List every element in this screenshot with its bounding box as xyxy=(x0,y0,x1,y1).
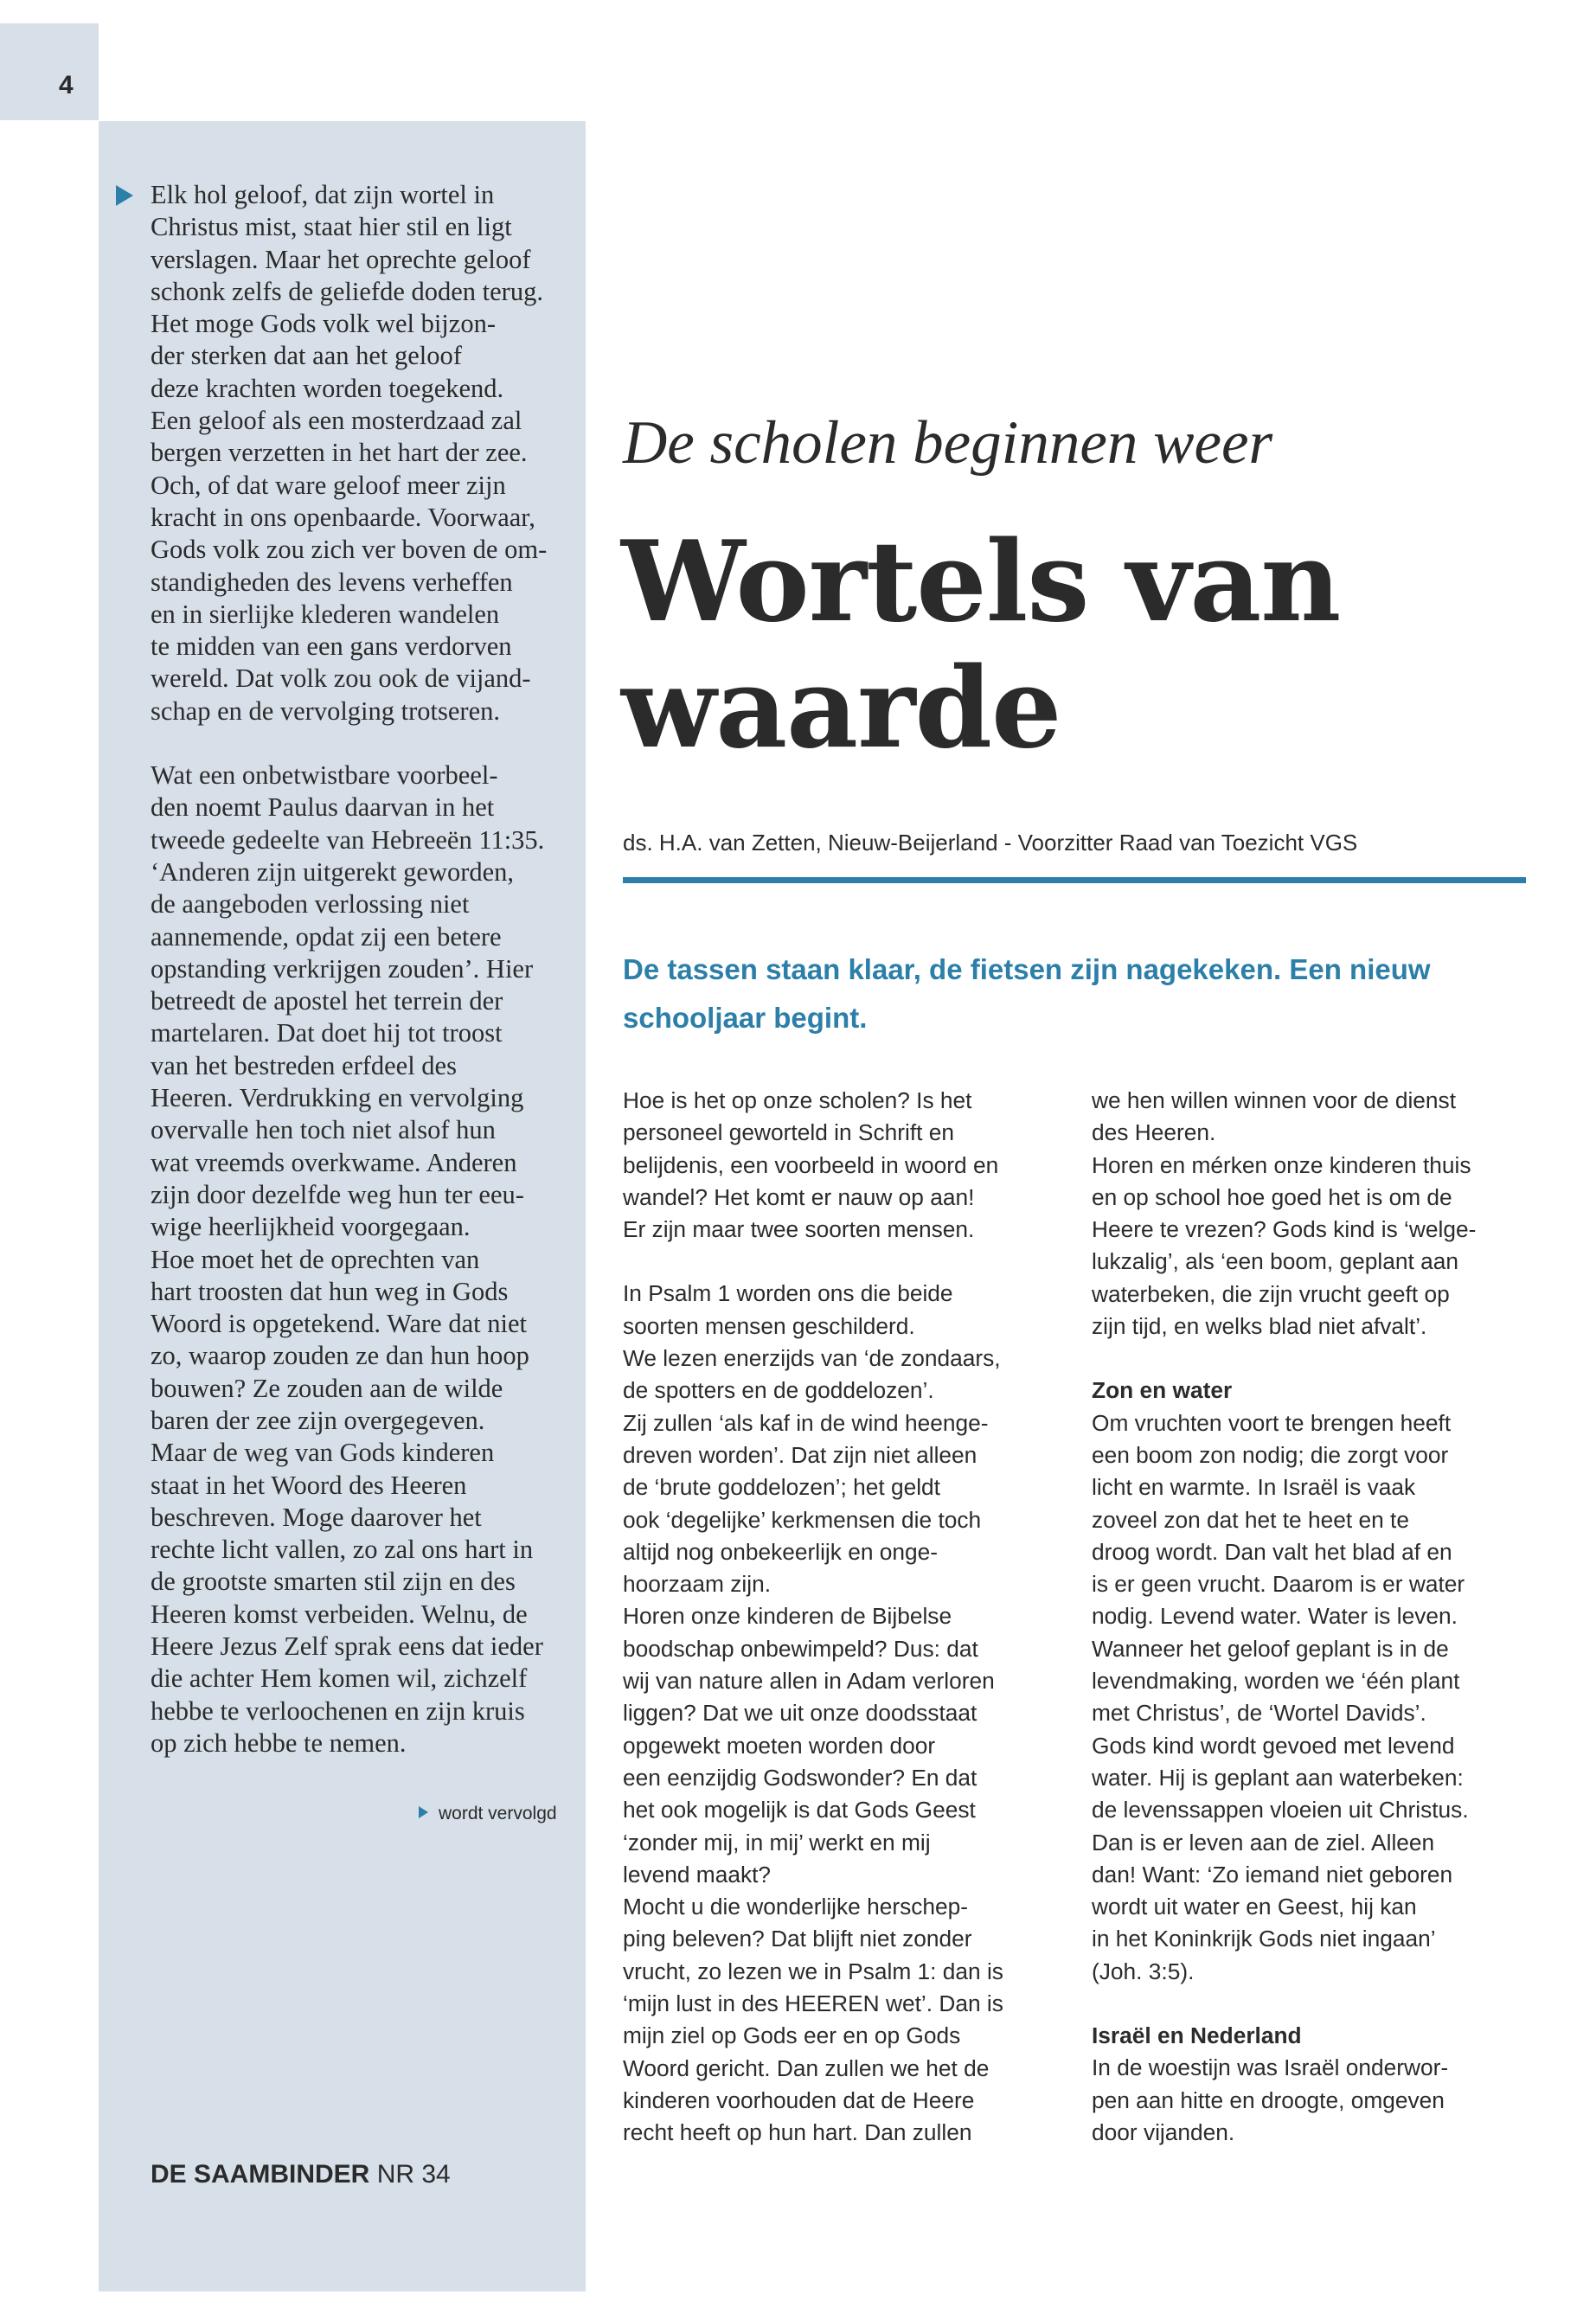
text-line: lukzalig’, als ‘een boom, geplant aan xyxy=(1092,1248,1458,1275)
text-line: het ook mogelijk is dat Gods Geest xyxy=(623,1797,976,1823)
text-line: opstanding verkrijgen zouden’. Hier xyxy=(151,953,534,984)
article-kicker: De scholen beginnen weer xyxy=(623,409,1273,477)
continued-label: wordt vervolgd xyxy=(439,1804,557,1823)
text-line: hebbe te verloochenen en zijn kruis xyxy=(151,1695,525,1726)
text-line: we hen willen winnen voor de dienst xyxy=(1092,1087,1457,1113)
play-triangle-icon xyxy=(116,185,133,206)
article-byline: ds. H.A. van Zetten, Nieuw-Beijerland - Voorzitter Raad van Toezicht VGS xyxy=(623,830,1358,856)
text-line: beschreven. Moge daarover het xyxy=(151,1502,482,1532)
text-line: Hoe is het op onze scholen? Is het xyxy=(623,1087,972,1113)
text-line: ‘zonder mij, in mij’ werkt en mij xyxy=(623,1829,931,1856)
text-line: kinderen voorhouden dat de Heere xyxy=(623,2086,975,2113)
text-line: Och, of dat ware geloof meer zijn xyxy=(151,470,506,500)
article-title-line-2: waarde xyxy=(621,644,1061,773)
column-1-paragraph-2 xyxy=(623,1278,1073,2149)
text-line: een boom zon nodig; die zorgt voor xyxy=(1092,1441,1449,1468)
column-2-paragraph-1 xyxy=(1092,1085,1542,1343)
text-line: belijdenis, een voorbeeld in woord en xyxy=(623,1151,999,1178)
text-line: martelaren. Dat doet hij tot troost xyxy=(151,1018,503,1048)
text-line: bergen verzetten in het hart der zee. xyxy=(151,438,528,468)
text-line: ping beleven? Dat blijft niet zonder xyxy=(623,1926,972,1952)
text-line: Wanneer het geloof geplant is in de xyxy=(1092,1635,1449,1662)
text-line: recht heeft op hun hart. Dan zullen xyxy=(623,2119,972,2146)
text-line: Woord is opgetekend. Ware dat niet xyxy=(151,1309,527,1339)
text-line: Elk hol geloof, dat zijn wortel in xyxy=(151,180,495,209)
lead-line-2: schooljaar begint. xyxy=(623,1002,868,1034)
lead-line-1: De tassen staan klaar, de fietsen zijn nagekeken. Een nieuw xyxy=(623,953,1431,985)
article-title-line-1: Wortels van xyxy=(621,517,1341,647)
subheading-zon-en-water: Zon en water xyxy=(1092,1377,1233,1404)
text-line: wereld. Dat volk zou ook de vijand- xyxy=(151,663,531,694)
column-1-paragraph-1 xyxy=(623,1085,1073,1246)
text-line: de levenssappen vloeien uit Christus. xyxy=(1092,1797,1469,1823)
article-lead xyxy=(623,945,1531,1042)
text-line: wordt uit water en Geest, hij kan xyxy=(1092,1894,1417,1920)
page-number-tab xyxy=(0,23,99,120)
continued-note xyxy=(419,1804,557,1824)
text-line: In Psalm 1 worden ons die beide xyxy=(623,1280,953,1307)
text-line: de ‘brute goddelozen’; het geldt xyxy=(623,1474,940,1501)
text-line: des Heeren. xyxy=(1092,1119,1216,1146)
text-line: pen aan hitte en droogte, omgeven xyxy=(1092,2086,1445,2113)
text-line: hoorzaam zijn. xyxy=(623,1571,772,1598)
article-column-2 xyxy=(1092,1085,1542,2149)
text-line: Heere Jezus Zelf sprak eens dat ieder xyxy=(151,1631,543,1662)
text-line: en in sierlijke klederen wandelen xyxy=(151,599,500,629)
text-line: die achter Hem komen wil, zichzelf xyxy=(151,1663,528,1694)
text-line: ‘mijn lust in des HEEREN wet’. Dan is xyxy=(623,1990,1003,2017)
text-line: tweede gedeelte van Hebreeën 11:35. xyxy=(151,824,545,855)
text-line: (Joh. 3:5). xyxy=(1092,1958,1195,1984)
text-line: dreven worden’. Dat zijn niet alleen xyxy=(623,1441,977,1468)
sidebar-paragraph-2 xyxy=(151,760,574,1759)
text-line: We lezen enerzijds van ‘de zondaars, xyxy=(623,1345,1001,1372)
text-line: te midden van een gans verdorven xyxy=(151,631,512,662)
page-number: 4 xyxy=(59,71,74,99)
text-line: Gods volk zou zich ver boven de om- xyxy=(151,535,548,565)
text-line: droog wordt. Dan valt het blad af en xyxy=(1092,1538,1452,1565)
text-line: wige heerlijkheid voorgegaan. xyxy=(151,1212,471,1242)
text-line: in het Koninkrijk Gods niet ingaan’ xyxy=(1092,1926,1436,1952)
text-line: wat vreemds overkwame. Anderen xyxy=(151,1147,517,1177)
text-line: vrucht, zo lezen we in Psalm 1: dan is xyxy=(623,1958,1003,1984)
magazine-name: DE SAAMBINDER xyxy=(151,2160,370,2189)
text-line: baren der zee zijn overgegeven. xyxy=(151,1405,485,1435)
text-line: schap en de vervolging trotseren. xyxy=(151,695,500,726)
text-line: op zich hebbe te nemen. xyxy=(151,1727,407,1758)
issue-number: NR 34 xyxy=(376,2160,451,2189)
column-2-paragraph-2 xyxy=(1092,1407,1542,1988)
text-line: hart troosten dat hun weg in Gods xyxy=(151,1276,509,1306)
text-line: Horen onze kinderen de Bijbelse xyxy=(623,1603,952,1630)
text-line: Zij zullen ‘als kaf in de wind heenge- xyxy=(623,1409,989,1436)
text-line: door vijanden. xyxy=(1092,2118,1235,2145)
text-line: de grootste smarten stil zijn en des xyxy=(151,1567,516,1597)
text-line: waterbeken, die zijn vrucht geeft op xyxy=(1092,1280,1450,1307)
text-line: Christus mist, staat hier stil en ligt xyxy=(151,212,512,242)
article-title xyxy=(621,519,1573,772)
text-line: water. Hij is geplant aan waterbeken: xyxy=(1092,1764,1464,1791)
text-line: met Christus’, de ‘Wortel Davids’. xyxy=(1092,1700,1426,1727)
footer xyxy=(151,2160,451,2189)
text-line: liggen? Dat we uit onze doodsstaat xyxy=(623,1700,977,1727)
text-line: schonk zelfs de geliefde doden terug. xyxy=(151,276,543,306)
text-line: Het moge Gods volk wel bijzon- xyxy=(151,309,496,339)
text-line: ‘Anderen zijn uitgerekt geworden, xyxy=(151,856,515,887)
text-line: de spotters en de goddelozen’. xyxy=(623,1377,934,1404)
text-line: van het bestreden erfdeel des xyxy=(151,1050,457,1080)
subheading-israel-en-nederland: Israël en Nederland xyxy=(1092,2022,1302,2049)
text-line: zijn door dezelfde weg hun ter eeu- xyxy=(151,1179,524,1209)
text-line: deze krachten worden toegekend. xyxy=(151,373,504,403)
text-line: de aangeboden verlossing niet xyxy=(151,889,470,920)
text-line: ook ‘degelijke’ kerkmensen die toch xyxy=(623,1506,982,1533)
text-line: dan! Want: ‘Zo iemand niet geboren xyxy=(1092,1861,1453,1888)
text-line: den noemt Paulus daarvan in het xyxy=(151,792,495,823)
text-line: opgewekt moeten worden door xyxy=(623,1732,936,1759)
text-line: nodig. Levend water. Water is leven. xyxy=(1092,1603,1458,1630)
text-line: altijd nog onbekeerlijk en onge- xyxy=(623,1538,939,1565)
text-line: der sterken dat aan het geloof xyxy=(151,341,462,371)
text-line: levendmaking, worden we ‘één plant xyxy=(1092,1668,1460,1695)
text-line: Gods kind wordt gevoed met levend xyxy=(1092,1732,1455,1759)
text-line: verslagen. Maar het oprechte geloof xyxy=(151,244,531,274)
text-line: Om vruchten voort te brengen heeft xyxy=(1092,1409,1452,1436)
text-line: kracht in ons openbaarde. Voorwaar, xyxy=(151,502,535,532)
text-line: staat in het Woord des Heeren xyxy=(151,1470,467,1500)
text-line: Dan is er leven aan de ziel. Alleen xyxy=(1092,1829,1435,1856)
text-line: een eenzijdig Godswonder? En dat xyxy=(623,1764,977,1791)
text-line: overvalle hen toch niet alsof hun xyxy=(151,1115,496,1145)
text-line: Heeren. Verdrukking en vervolging xyxy=(151,1083,524,1113)
text-line: levend maakt? xyxy=(623,1861,772,1888)
text-line: mijn ziel op Gods eer en op Gods xyxy=(623,2022,961,2049)
text-line: boodschap onbewimpeld? Dus: dat xyxy=(623,1635,978,1662)
text-line: Mocht u die wonderlijke herschep- xyxy=(623,1894,969,1920)
text-line: Maar de weg van Gods kinderen xyxy=(151,1438,495,1468)
text-line: Heere te vrezen? Gods kind is ‘welge- xyxy=(1092,1216,1477,1243)
text-line: en op school hoe goed het is om de xyxy=(1092,1183,1452,1210)
text-line: Hoe moet het de oprechten van xyxy=(151,1244,480,1274)
text-line: personeel geworteld in Schrift en xyxy=(623,1119,954,1146)
sidebar-paragraph-1 xyxy=(151,179,574,727)
text-line: zoveel zon dat het te heet en te xyxy=(1092,1506,1409,1533)
column-2-paragraph-3 xyxy=(1092,2052,1542,2149)
text-line: In de woestijn was Israël onderwor- xyxy=(1092,2054,1449,2081)
text-line: licht en warmte. In Israël is vaak xyxy=(1092,1474,1416,1501)
text-line: zo, waarop zouden ze dan hun hoop xyxy=(151,1341,529,1371)
text-line: aannemende, opdat zij een betere xyxy=(151,921,502,952)
text-line: is er geen vrucht. Daarom is er water xyxy=(1092,1571,1465,1598)
text-line: zijn tijd, en welks blad niet afvalt’. xyxy=(1092,1313,1427,1340)
text-line: Horen en mérken onze kinderen thuis xyxy=(1092,1151,1471,1178)
text-line: Wat een onbetwistbare voorbeel- xyxy=(151,760,498,791)
article-column-1 xyxy=(623,1085,1073,2150)
play-triangle-icon xyxy=(419,1806,428,1818)
text-line: Er zijn maar twee soorten mensen. xyxy=(623,1216,975,1243)
text-line: betreedt de apostel het terrein der xyxy=(151,986,503,1016)
text-line: wandel? Het komt er nauw op aan! xyxy=(623,1183,975,1210)
divider-rule xyxy=(623,877,1526,883)
text-line: soorten mensen geschilderd. xyxy=(623,1312,915,1339)
text-line: wij van nature allen in Adam verloren xyxy=(623,1668,995,1695)
text-line: Heeren komst verbeiden. Welnu, de xyxy=(151,1599,528,1629)
text-line: Een geloof als een mosterdzaad zal xyxy=(151,406,522,436)
text-line: standigheden des levens verheffen xyxy=(151,567,513,597)
text-line: Woord gericht. Dan zullen we het de xyxy=(623,2054,990,2081)
text-line: bouwen? Ze zouden aan de wilde xyxy=(151,1373,503,1403)
sidebar-text xyxy=(151,179,574,1759)
text-line: rechte licht vallen, zo zal ons hart in xyxy=(151,1535,534,1565)
